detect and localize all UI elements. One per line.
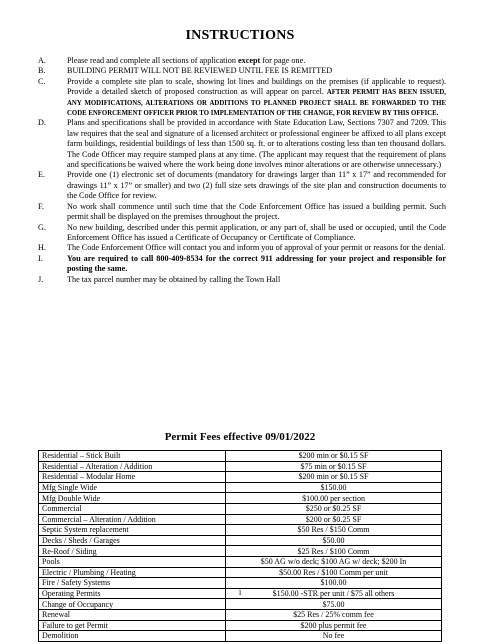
table-row <box>39 493 442 504</box>
fee-amount: $100.00 per section <box>226 493 442 504</box>
instruction-label: C. <box>38 76 46 86</box>
table-row <box>39 503 442 514</box>
instruction-d <box>38 118 446 170</box>
instruction-label: E. <box>38 170 46 180</box>
fee-amount: $50 Res / $150 Comm <box>226 525 442 536</box>
fee-amount: $75.00 <box>226 599 442 610</box>
instruction-text: BUILDING PERMIT WILL NOT BE REVIEWED UNTIL FEE IS REMITTED <box>67 66 333 76</box>
table-row <box>39 482 442 493</box>
fees-heading: Permit Fees effective 09/01/2022 <box>164 431 316 443</box>
table-row <box>39 609 442 620</box>
fee-item: Demolition <box>39 631 226 642</box>
fee-amount: $200 or $0.25 SF <box>226 514 442 525</box>
fee-item: Residential – Stick Built <box>39 451 226 462</box>
fee-amount: $100.00 <box>226 578 442 589</box>
instruction-f <box>38 202 446 223</box>
instruction-c <box>38 77 446 119</box>
instruction-i <box>38 254 446 275</box>
fee-amount: $200 min or $0.15 SF <box>226 451 442 462</box>
fee-amount: $150.00 -STR per unit / $75 all others <box>226 588 442 599</box>
table-row <box>39 556 442 567</box>
fee-amount: $200 plus permit fee <box>226 620 442 631</box>
fee-item: Re-Roof / Siding <box>39 546 226 557</box>
table-row <box>39 525 442 536</box>
table-row <box>39 472 442 483</box>
fee-item: Commercial – Alteration / Addition <box>39 514 226 525</box>
fee-item: Electric / Plumbing / Heating <box>39 567 226 578</box>
table-row <box>39 578 442 589</box>
table-row <box>39 599 442 610</box>
fee-item: Renewal <box>39 609 226 620</box>
table-row <box>39 631 442 642</box>
fee-amount: $25 Res / $100 Comm <box>226 546 442 557</box>
instruction-text: No new building, described under this permit application, or any part of, shall be used or occupied, until the Code Enforcement Office has issued a Certificate of Occupancy or Certificate of Compliance. <box>67 222 446 242</box>
table-row <box>39 514 442 525</box>
fee-amount: No fee <box>226 631 442 642</box>
fee-amount: $200 min or $0.15 SF <box>226 472 442 483</box>
instruction-text: No work shall commence until such time that the Code Enforcement Office has issued a building permit. Such permit shall be displayed on the premises throughout the project. <box>67 201 446 222</box>
table-row <box>39 535 442 546</box>
fee-item: Mfg Double Wide <box>39 493 226 504</box>
fee-amount: $150.00 <box>226 482 442 493</box>
instruction-h <box>38 243 446 253</box>
instruction-text: for page one. <box>260 56 306 65</box>
instruction-b <box>38 66 446 76</box>
fee-item: Failure to get Permit <box>39 620 226 631</box>
table-row <box>39 546 442 557</box>
fee-amount: $50 AG w/o deck; $100 AG w/ deck; $200 In <box>226 556 442 567</box>
instruction-label: J. <box>38 274 44 284</box>
fee-item: Commercial <box>39 503 226 514</box>
fee-item: Septic System replacement <box>39 525 226 536</box>
fee-item: Fire / Safety Systems <box>39 578 226 589</box>
instruction-text: Provide one (1) electronic set of documents (mandatory for drawings larger than 11” x 17” and recommended for drawings 11” x 17” or smaller) and two (2) full size sets drawings of the site plan and construction documents to the Code Office for review. <box>67 170 446 201</box>
instruction-text: Provide a complete site plan to scale, showing lot lines and buildings on the premises (if applicable to request). Provide a detailed sketch of proposed construction as will appear on parcel. <box>67 76 446 97</box>
instruction-label: I. <box>38 253 43 263</box>
fee-item: Decks / Sheds / Garages <box>39 535 226 546</box>
fee-amount: $25 Res / 25% comm fee <box>226 609 442 620</box>
fee-item: Residential – Modular Home <box>39 472 226 483</box>
instruction-label: A. <box>38 56 46 65</box>
instruction-text: The tax parcel number may be obtained by calling the Town Hall <box>67 274 281 284</box>
page-title: INSTRUCTIONS <box>185 28 295 43</box>
fees-table <box>38 450 442 642</box>
fee-amount: $50.00 <box>226 535 442 546</box>
instruction-text: Plans and specifications shall be provided in accordance with State Education Law, Sections 7307 and 7209. This law requires that the seal and signature of a licensed architect or professional engineer be affixed to all plans except farm buildings, residential buildings of less than 1500 sq. ft. or to alterations costing less than ten thousand dollars. The Code Officer may require stamped plans at any time. (The applicant may request that the requirement of plans and specifications be waived where the work being done involves minor alterations or are otherwise unnecessary.) <box>67 118 446 170</box>
fee-item: Residential – Alteration / Addition <box>39 461 226 472</box>
table-row <box>39 461 442 472</box>
instruction-caps-notice: AFTER PERMIT HAS BEEN ISSUED, ANY MODIFICATIONS, ALTERATIONS OR ADDITIONS TO PLANNED PROJECT SHALL BE FORWARDED TO THE CODE ENFORCEMENT OFFICER PRIOR TO IMPLEMENTATION OF THE CHANGE, FOR REVIEW BY THIS OFFICE. <box>67 89 446 118</box>
fee-amount: $50.00 Res / $100 Comm per unit <box>226 567 442 578</box>
instruction-label: G. <box>38 222 46 232</box>
instruction-j <box>38 275 446 285</box>
page-number: 1 <box>238 588 242 597</box>
fee-item: Change of Occupancy <box>39 599 226 610</box>
instruction-emphasis: except <box>237 56 261 65</box>
table-row <box>39 451 442 462</box>
instruction-e <box>38 170 446 201</box>
fee-item: Mfg Single Wide <box>39 482 226 493</box>
instruction-text: You are required to call 800-409-8534 for the correct 911 addressing for your project and responsible for posting the same. <box>67 253 446 274</box>
instruction-a <box>38 56 446 66</box>
instruction-label: H. <box>38 243 46 253</box>
instruction-text: The Code Enforcement Office will contact you and inform you of approval of your permit or reasons for the denial. <box>67 243 446 253</box>
fee-item: Pools <box>39 556 226 567</box>
fee-item: Operating Permits <box>39 588 226 599</box>
instruction-label: D. <box>38 118 46 128</box>
instruction-g <box>38 223 446 244</box>
instruction-text: Please read and complete all sections of application <box>67 56 238 65</box>
instruction-label: F. <box>38 201 44 211</box>
table-row <box>39 567 442 578</box>
instruction-label: B. <box>38 66 46 76</box>
fee-amount: $75 min or $0.15 SF <box>226 461 442 472</box>
fee-amount: $250 or $0.25 SF <box>226 503 442 514</box>
instructions-list <box>38 56 446 285</box>
